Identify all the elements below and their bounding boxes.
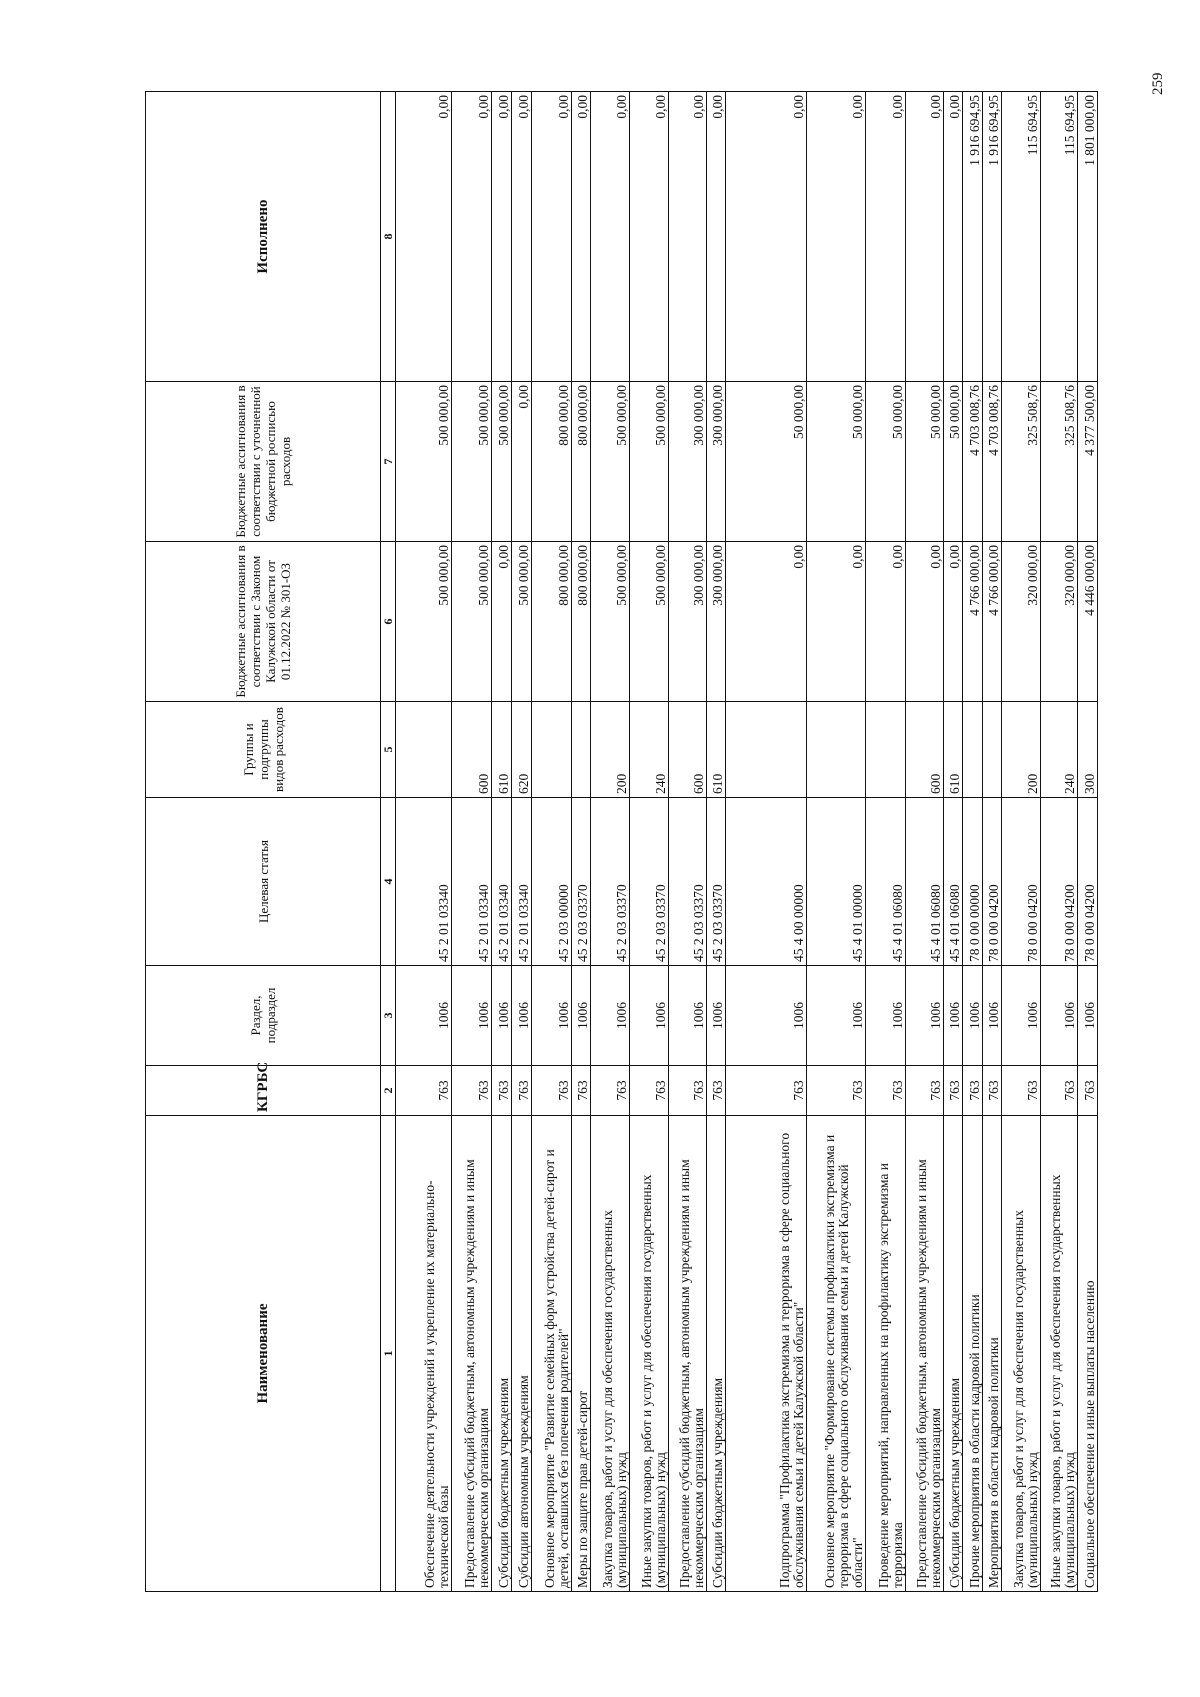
- row-target-cell: 45 2 03 03370: [668, 798, 706, 966]
- row-target-cell: 78 0 00 04200: [1078, 798, 1098, 966]
- row-executed-cell: 1 801 000,00: [1078, 92, 1098, 382]
- column-number: 2: [381, 1066, 396, 1116]
- row-refined-cell: 500 000,00: [629, 382, 668, 542]
- row-target-cell: 45 4 00 00000: [725, 798, 806, 966]
- table-row: [1001, 92, 1040, 1592]
- row-group-cell: 240: [629, 702, 668, 798]
- header-name: Наименование: [146, 1116, 381, 1592]
- row-group-cell: [725, 702, 806, 798]
- row-executed-cell: 0,00: [806, 92, 865, 382]
- row-section-cell: 1006: [943, 966, 962, 1066]
- row-name-cell: Мероприятия в области кадровой политики: [982, 1116, 1001, 1592]
- row-section-cell: 1006: [396, 966, 452, 1066]
- row-section-cell: 1006: [963, 966, 982, 1066]
- row-grbs-cell: 763: [963, 1066, 982, 1116]
- row-name-cell: Проведение мероприятий, направленных на профилактику экстремизма и терроризма: [866, 1116, 906, 1592]
- row-refined-cell: 50 000,00: [943, 382, 962, 542]
- row-law-cell: 0,00: [866, 542, 906, 702]
- table-row: [725, 92, 806, 1592]
- row-section-cell: 1006: [982, 966, 1001, 1066]
- table-row: [706, 92, 725, 1592]
- row-target-cell: 45 2 03 03370: [591, 798, 630, 966]
- row-group-cell: [396, 702, 452, 798]
- row-refined-cell: 50 000,00: [905, 382, 943, 542]
- row-section-cell: 1006: [866, 966, 906, 1066]
- table-row: [452, 92, 492, 1592]
- row-group-cell: 620: [512, 702, 531, 798]
- column-number: 3: [381, 966, 396, 1066]
- row-law-cell: 4 766 000,00: [982, 542, 1001, 702]
- row-target-cell: 45 2 01 03340: [452, 798, 492, 966]
- header-executed: Исполнено: [146, 92, 381, 382]
- row-law-cell: 4 446 000,00: [1078, 542, 1098, 702]
- table-row: [591, 92, 630, 1592]
- table-row: [531, 92, 571, 1592]
- row-law-cell: 320 000,00: [1040, 542, 1078, 702]
- row-section-cell: 1006: [491, 966, 511, 1066]
- table-row: [512, 92, 531, 1592]
- row-target-cell: 45 4 01 06080: [905, 798, 943, 966]
- table-row: [982, 92, 1001, 1592]
- row-group-cell: [866, 702, 906, 798]
- row-target-cell: 78 0 00 04200: [1040, 798, 1078, 966]
- row-group-cell: [571, 702, 590, 798]
- row-section-cell: 1006: [905, 966, 943, 1066]
- row-section-cell: 1006: [1001, 966, 1040, 1066]
- row-executed-cell: 0,00: [866, 92, 906, 382]
- row-grbs-cell: 763: [591, 1066, 630, 1116]
- row-name-cell: Иные закупки товаров, работ и услуг для обеспечения государственных (муниципальных) нужд: [629, 1116, 668, 1592]
- row-grbs-cell: 763: [706, 1066, 725, 1116]
- row-section-cell: 1006: [571, 966, 590, 1066]
- row-name-cell: Субсидии автономным учреждениям: [512, 1116, 531, 1592]
- row-section-cell: 1006: [806, 966, 865, 1066]
- row-executed-cell: 1 916 694,95: [963, 92, 982, 382]
- row-name-cell: Обеспечение деятельности учреждений и укрепление их материально-технической базы: [396, 1116, 452, 1592]
- row-grbs-cell: 763: [491, 1066, 511, 1116]
- row-executed-cell: 0,00: [943, 92, 962, 382]
- row-law-cell: 500 000,00: [591, 542, 630, 702]
- row-executed-cell: 0,00: [591, 92, 630, 382]
- column-number: 8: [381, 92, 396, 382]
- header-row: [146, 92, 381, 1592]
- row-law-cell: 500 000,00: [396, 542, 452, 702]
- row-executed-cell: 115 694,95: [1001, 92, 1040, 382]
- row-executed-cell: 0,00: [396, 92, 452, 382]
- row-name-cell: Предоставление субсидий бюджетным, автономным учреждениям и иным некоммерческим организациям: [452, 1116, 492, 1592]
- row-law-cell: 300 000,00: [668, 542, 706, 702]
- row-name-cell: Субсидии бюджетным учреждениям: [491, 1116, 511, 1592]
- row-law-cell: 500 000,00: [452, 542, 492, 702]
- row-refined-cell: 4 377 500,00: [1078, 382, 1098, 542]
- row-target-cell: 45 2 01 03340: [396, 798, 452, 966]
- header-groups: Группы и подгруппы видов расходов: [146, 702, 381, 798]
- table-row: [668, 92, 706, 1592]
- row-law-cell: 0,00: [905, 542, 943, 702]
- row-target-cell: 78 0 00 04200: [1001, 798, 1040, 966]
- row-name-cell: Подпрограмма "Профилактика экстремизма и терроризма в сфере социального обслуживания семьи и детей Калужской области": [725, 1116, 806, 1592]
- row-target-cell: 45 2 01 03340: [512, 798, 531, 966]
- header-refined: Бюджетные ассигнования в соответствии с уточненной бюджетной росписью расходов: [146, 382, 381, 542]
- row-name-cell: Основное мероприятие "Формирование системы профилактики экстремизма и терроризма в сфере социального обслуживания семьи и детей Калужской области": [806, 1116, 865, 1592]
- row-target-cell: 45 4 01 06080: [866, 798, 906, 966]
- column-number: 7: [381, 382, 396, 542]
- row-section-cell: 1006: [452, 966, 492, 1066]
- row-grbs-cell: 763: [1078, 1066, 1098, 1116]
- row-grbs-cell: 763: [866, 1066, 906, 1116]
- row-grbs-cell: 763: [512, 1066, 531, 1116]
- row-section-cell: 1006: [668, 966, 706, 1066]
- page-number: 259: [1150, 72, 1166, 95]
- row-refined-cell: 325 508,76: [1040, 382, 1078, 542]
- row-executed-cell: 0,00: [452, 92, 492, 382]
- row-group-cell: 610: [943, 702, 962, 798]
- header-grbs: КГРБС: [146, 1066, 381, 1116]
- row-group-cell: 610: [491, 702, 511, 798]
- row-name-cell: Субсидии бюджетным учреждениям: [706, 1116, 725, 1592]
- row-grbs-cell: 763: [452, 1066, 492, 1116]
- budget-table: [145, 91, 1098, 1592]
- table-row: [571, 92, 590, 1592]
- row-name-cell: Закупка товаров, работ и услуг для обеспечения государственных (муниципальных) нужд: [1001, 1116, 1040, 1592]
- row-target-cell: 45 2 01 03340: [491, 798, 511, 966]
- row-section-cell: 1006: [512, 966, 531, 1066]
- row-grbs-cell: 763: [982, 1066, 1001, 1116]
- table-row: [905, 92, 943, 1592]
- row-grbs-cell: 763: [629, 1066, 668, 1116]
- row-law-cell: 0,00: [943, 542, 962, 702]
- row-target-cell: 78 0 00 04200: [982, 798, 1001, 966]
- row-name-cell: Предоставление субсидий бюджетным, автономным учреждениям и иным некоммерческим организациям: [905, 1116, 943, 1592]
- row-name-cell: Предоставление субсидий бюджетным, автономным учреждениям и иным некоммерческим организациям: [668, 1116, 706, 1592]
- row-executed-cell: 0,00: [531, 92, 571, 382]
- row-group-cell: [531, 702, 571, 798]
- row-law-cell: 500 000,00: [512, 542, 531, 702]
- row-target-cell: 45 2 03 03370: [571, 798, 590, 966]
- row-section-cell: 1006: [725, 966, 806, 1066]
- row-executed-cell: 0,00: [725, 92, 806, 382]
- row-law-cell: 800 000,00: [571, 542, 590, 702]
- row-grbs-cell: 763: [396, 1066, 452, 1116]
- row-refined-cell: 4 703 008,76: [963, 382, 982, 542]
- row-refined-cell: 325 508,76: [1001, 382, 1040, 542]
- row-target-cell: 45 2 03 03370: [629, 798, 668, 966]
- row-grbs-cell: 763: [571, 1066, 590, 1116]
- row-refined-cell: 500 000,00: [591, 382, 630, 542]
- row-refined-cell: 50 000,00: [806, 382, 865, 542]
- row-law-cell: 320 000,00: [1001, 542, 1040, 702]
- row-grbs-cell: 763: [725, 1066, 806, 1116]
- row-group-cell: 600: [905, 702, 943, 798]
- row-refined-cell: 300 000,00: [706, 382, 725, 542]
- row-refined-cell: 50 000,00: [866, 382, 906, 542]
- row-name-cell: Прочие мероприятия в области кадровой политики: [963, 1116, 982, 1592]
- row-section-cell: 1006: [531, 966, 571, 1066]
- row-grbs-cell: 763: [668, 1066, 706, 1116]
- row-law-cell: 4 766 000,00: [963, 542, 982, 702]
- row-executed-cell: 1 916 694,95: [982, 92, 1001, 382]
- row-target-cell: 45 2 03 03370: [706, 798, 725, 966]
- row-grbs-cell: 763: [806, 1066, 865, 1116]
- row-grbs-cell: 763: [1040, 1066, 1078, 1116]
- row-refined-cell: 800 000,00: [531, 382, 571, 542]
- table-row: [943, 92, 962, 1592]
- row-name-cell: Основное мероприятие "Развитие семейных форм устройства детей-сирот и детей, оставшихся без попечения родителей": [531, 1116, 571, 1592]
- header-law: Бюджетные ассигнования в соответствии с Законом Калужской области от 01.12.2022 № 301-ОЗ: [146, 542, 381, 702]
- row-group-cell: 200: [1001, 702, 1040, 798]
- row-name-cell: Иные закупки товаров, работ и услуг для обеспечения государственных (муниципальных) нужд: [1040, 1116, 1078, 1592]
- row-executed-cell: 0,00: [905, 92, 943, 382]
- table-row: [963, 92, 982, 1592]
- table-row: [1040, 92, 1078, 1592]
- row-target-cell: 45 4 01 06080: [943, 798, 962, 966]
- row-group-cell: 600: [452, 702, 492, 798]
- row-target-cell: 45 2 03 00000: [531, 798, 571, 966]
- row-target-cell: 45 4 01 00000: [806, 798, 865, 966]
- row-refined-cell: 500 000,00: [491, 382, 511, 542]
- row-law-cell: 0,00: [725, 542, 806, 702]
- header-section: Раздел, подраздел: [146, 966, 381, 1066]
- row-executed-cell: 0,00: [668, 92, 706, 382]
- row-executed-cell: 115 694,95: [1040, 92, 1078, 382]
- column-number: 6: [381, 542, 396, 702]
- column-number: 4: [381, 798, 396, 966]
- row-executed-cell: 0,00: [491, 92, 511, 382]
- row-executed-cell: 0,00: [571, 92, 590, 382]
- row-executed-cell: 0,00: [629, 92, 668, 382]
- row-grbs-cell: 763: [943, 1066, 962, 1116]
- column-number: 1: [381, 1116, 396, 1592]
- row-section-cell: 1006: [629, 966, 668, 1066]
- column-number: 5: [381, 702, 396, 798]
- row-law-cell: 800 000,00: [531, 542, 571, 702]
- row-grbs-cell: 763: [1001, 1066, 1040, 1116]
- table-row: [491, 92, 511, 1592]
- table-row: [806, 92, 865, 1592]
- row-name-cell: Меры по защите прав детей-сирот: [571, 1116, 590, 1592]
- row-refined-cell: 300 000,00: [668, 382, 706, 542]
- row-name-cell: Социальное обеспечение и иные выплаты населению: [1078, 1116, 1098, 1592]
- table-row: [866, 92, 906, 1592]
- row-target-cell: 78 0 00 00000: [963, 798, 982, 966]
- row-grbs-cell: 763: [531, 1066, 571, 1116]
- table-row: [396, 92, 452, 1592]
- row-refined-cell: 4 703 008,76: [982, 382, 1001, 542]
- row-section-cell: 1006: [706, 966, 725, 1066]
- row-name-cell: Субсидии бюджетным учреждениям: [943, 1116, 962, 1592]
- row-group-cell: [963, 702, 982, 798]
- row-law-cell: 0,00: [491, 542, 511, 702]
- row-group-cell: 300: [1078, 702, 1098, 798]
- column-number-row: [381, 92, 396, 1592]
- row-refined-cell: 0,00: [512, 382, 531, 542]
- row-section-cell: 1006: [1078, 966, 1098, 1066]
- row-refined-cell: 800 000,00: [571, 382, 590, 542]
- row-law-cell: 0,00: [806, 542, 865, 702]
- table-row: [629, 92, 668, 1592]
- row-law-cell: 300 000,00: [706, 542, 725, 702]
- row-group-cell: [982, 702, 1001, 798]
- row-grbs-cell: 763: [905, 1066, 943, 1116]
- row-executed-cell: 0,00: [512, 92, 531, 382]
- row-group-cell: 600: [668, 702, 706, 798]
- row-law-cell: 500 000,00: [629, 542, 668, 702]
- row-refined-cell: 500 000,00: [452, 382, 492, 542]
- row-section-cell: 1006: [591, 966, 630, 1066]
- header-target: Целевая статья: [146, 798, 381, 966]
- row-group-cell: 610: [706, 702, 725, 798]
- row-group-cell: 240: [1040, 702, 1078, 798]
- table-body: [396, 92, 1098, 1592]
- row-executed-cell: 0,00: [706, 92, 725, 382]
- rotated-table-container: [145, 92, 1098, 1592]
- row-section-cell: 1006: [1040, 966, 1078, 1066]
- row-refined-cell: 500 000,00: [396, 382, 452, 542]
- row-group-cell: 200: [591, 702, 630, 798]
- row-group-cell: [806, 702, 865, 798]
- row-name-cell: Закупка товаров, работ и услуг для обеспечения государственных (муниципальных) нужд: [591, 1116, 630, 1592]
- table-row: [1078, 92, 1098, 1592]
- row-refined-cell: 50 000,00: [725, 382, 806, 542]
